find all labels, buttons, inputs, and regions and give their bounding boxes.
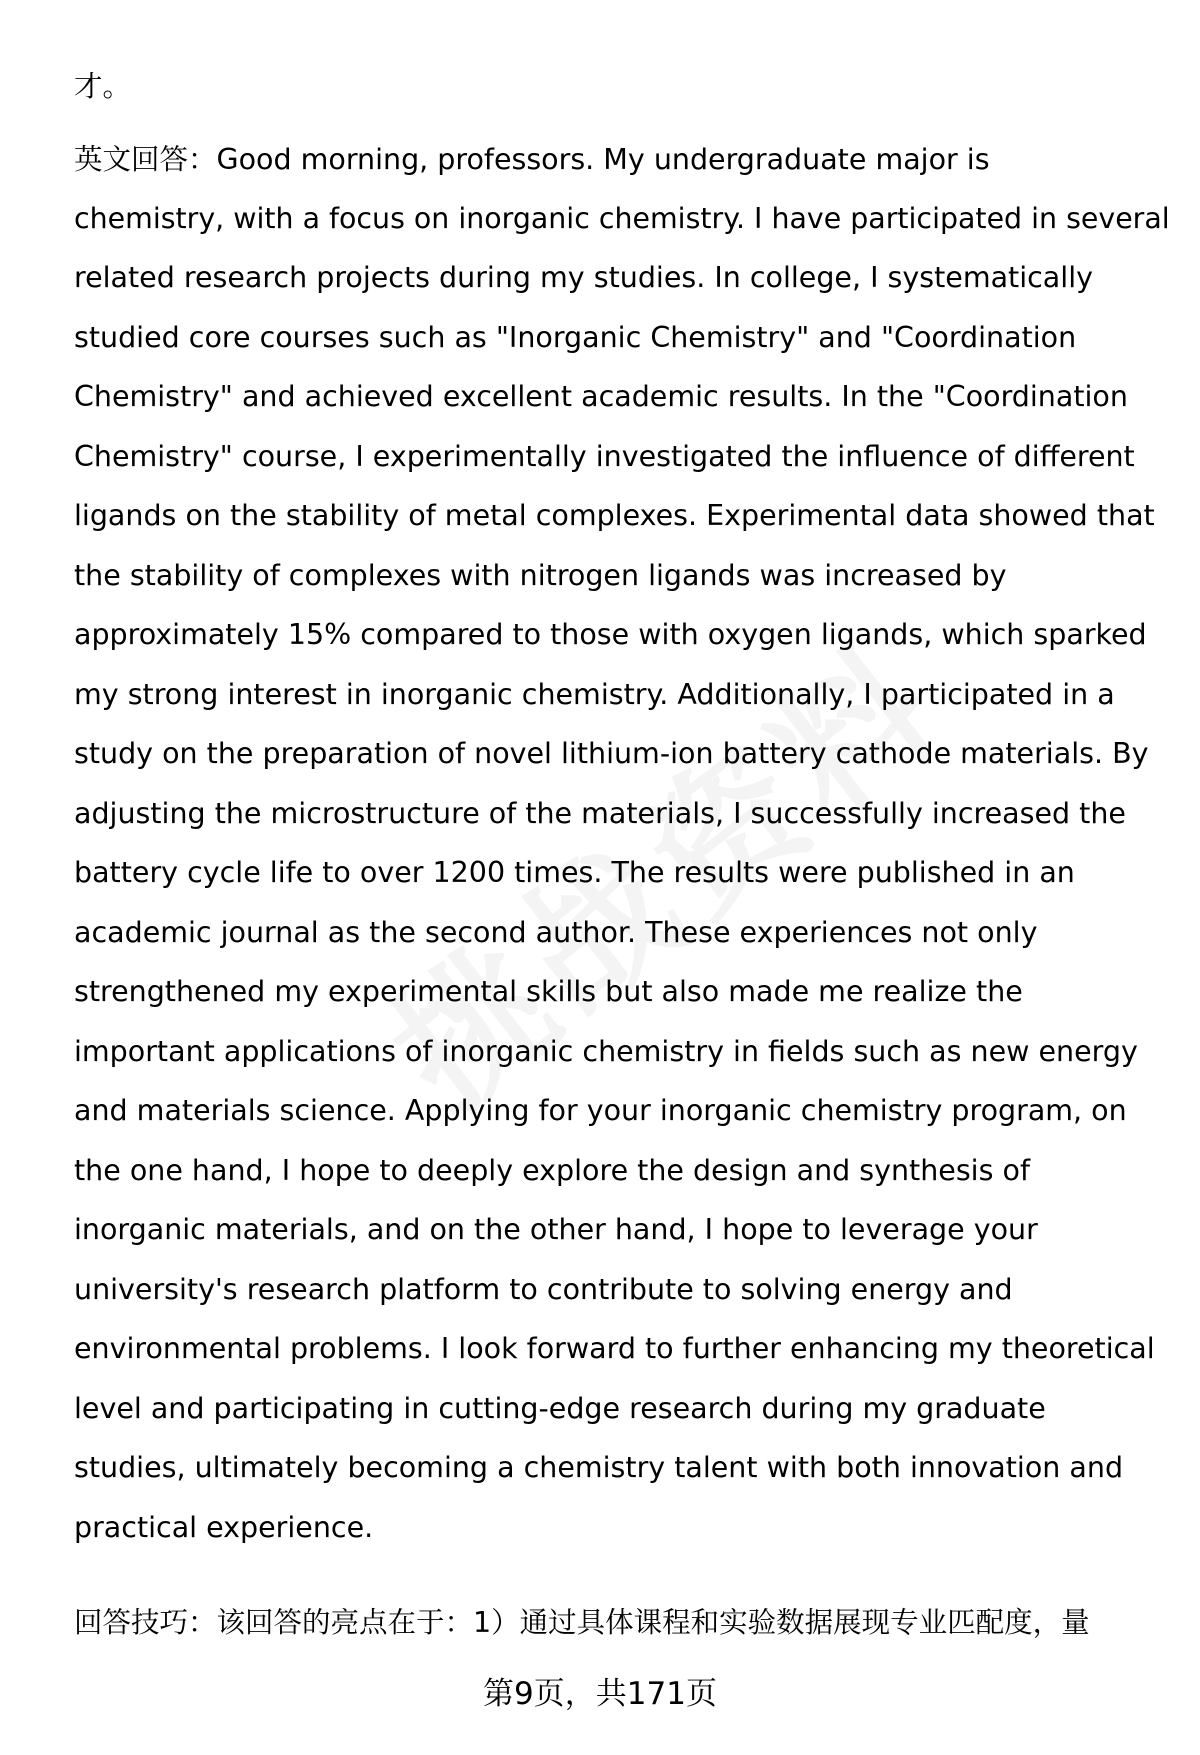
english-answer-line-1 [74, 140, 990, 180]
tips-label: 回答技巧： [74, 1606, 217, 1639]
english-answer-line-2: chemistry, with a focus on inorganic chemistry. I have participated in several [74, 202, 1170, 235]
english-answer-line-3: related research projects during my studies. In college, I systematically [74, 261, 1093, 294]
english-answer-label: 英文回答： [74, 143, 217, 176]
english-answer-line-9: approximately 15% compared to those with oxygen ligands, which sparked [74, 618, 1147, 651]
english-answer-line-18: the one hand, I hope to deeply explore the design and synthesis of [74, 1154, 1030, 1187]
english-answer-line-6: Chemistry" course, I experimentally investigated the influence of different [74, 440, 1135, 473]
english-answer-text: Good morning, professors. My undergraduate major is [216, 143, 990, 176]
tips-line [74, 1603, 1090, 1643]
english-answer-line-8: the stability of complexes with nitrogen ligands was increased by [74, 559, 1007, 592]
english-answer-line-5: Chemistry" and achieved excellent academic results. In the "Coordination [74, 380, 1128, 413]
english-answer-line-10: my strong interest in inorganic chemistry. Additionally, I participated in a [74, 678, 1115, 711]
english-answer-line-7: ligands on the stability of metal complexes. Experimental data showed that [74, 499, 1155, 532]
english-answer-line-11: study on the preparation of novel lithium-ion battery cathode materials. By [74, 737, 1149, 770]
english-answer-line-17: and materials science. Applying for your inorganic chemistry program, on [74, 1094, 1127, 1127]
english-answer-line-21: environmental problems. I look forward to further enhancing my theoretical [74, 1332, 1155, 1365]
english-answer-line-23: studies, ultimately becoming a chemistry talent with both innovation and [74, 1451, 1124, 1484]
english-answer-line-15: strengthened my experimental skills but also made me realize the [74, 975, 1023, 1008]
english-answer-line-16: important applications of inorganic chemistry in fields such as new energy [74, 1035, 1138, 1068]
english-answer-line-24: practical experience. [74, 1511, 374, 1544]
english-answer-line-19: inorganic materials, and on the other hand, I hope to leverage your [74, 1213, 1038, 1246]
tips-text: 该回答的亮点在于：1）通过具体课程和实验数据展现专业匹配度，量 [216, 1606, 1090, 1639]
english-answer-line-22: level and participating in cutting-edge research during my graduate [74, 1392, 1046, 1425]
intro-tail-text: 才。 [74, 70, 132, 103]
english-answer-line-12: adjusting the microstructure of the materials, I successfully increased the [74, 797, 1126, 830]
english-answer-line-20: university's research platform to contribute to solving energy and [74, 1273, 1013, 1306]
page-indicator: 第9页，共171页 [483, 1676, 717, 1712]
english-answer-line-14: academic journal as the second author. These experiences not only [74, 916, 1038, 949]
english-answer-line-13: battery cycle life to over 1200 times. The results were published in an [74, 856, 1075, 889]
english-answer-line-4: studied core courses such as "Inorganic Chemistry" and "Coordination [74, 321, 1077, 354]
